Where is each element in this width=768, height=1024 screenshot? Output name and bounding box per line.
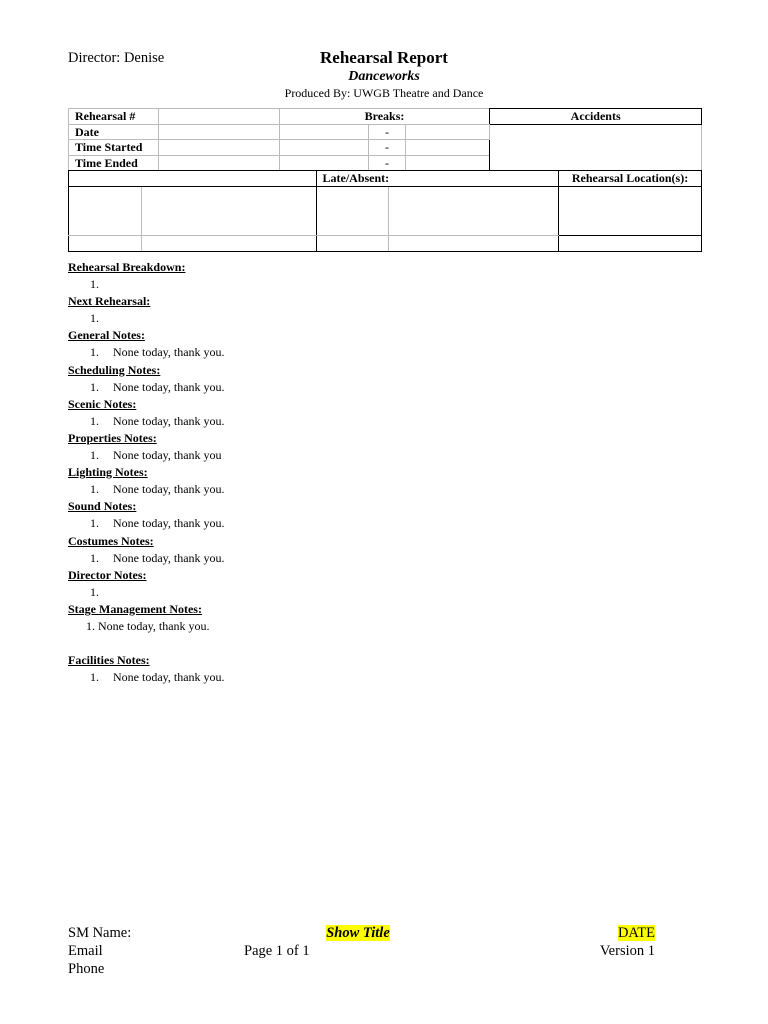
section-heading-costumes-notes: Costumes Notes: — [68, 533, 154, 548]
list-number: 1. — [90, 584, 99, 599]
section-heading-rehearsal-breakdown: Rehearsal Breakdown: — [68, 260, 186, 274]
list-text: None today, thank you. — [113, 550, 225, 565]
list-number: 1. — [90, 550, 99, 565]
attendance-cell[interactable] — [316, 236, 389, 252]
list-text: None today, thank you. — [113, 379, 225, 394]
attendance-cell[interactable] — [69, 187, 142, 236]
list-item — [68, 379, 225, 396]
section-heading-stage-management-notes: Stage Management Notes: — [68, 601, 202, 616]
list-text: None today, thank you — [113, 448, 222, 463]
footer-phone: Phone — [68, 961, 105, 977]
list-item — [68, 344, 225, 361]
section-heading-scheduling-notes: Scheduling Notes: — [68, 362, 161, 377]
break-3-dash: - — [368, 155, 406, 171]
section-heading-facilities-notes: Facilities Notes: — [68, 653, 150, 668]
time-ended-label: Time Ended — [69, 155, 159, 171]
list-text: None today, thank you. — [113, 482, 225, 497]
list-item: 1. None today, thank you. — [86, 618, 210, 633]
list-text: None today, thank you. — [113, 413, 225, 428]
list-number: 1. — [90, 413, 99, 428]
list-number: 1. — [90, 379, 99, 394]
list-number: 1. — [90, 482, 99, 497]
footer-email: Email — [68, 943, 103, 959]
break-2-dash: - — [368, 140, 406, 156]
list-text: None today, thank you. — [113, 516, 225, 531]
break-2-start[interactable] — [279, 140, 368, 156]
attendance-blank-header — [69, 171, 317, 187]
accidents-cell[interactable] — [490, 124, 702, 171]
accidents-header: Accidents — [490, 109, 702, 125]
location-cell[interactable] — [559, 187, 702, 236]
list-item — [68, 413, 225, 430]
breaks-header: Breaks: — [279, 109, 490, 125]
attendance-cell[interactable] — [141, 187, 316, 236]
rehearsal-info-table — [68, 108, 702, 171]
break-1-end[interactable] — [406, 124, 490, 140]
footer-page-number: Page 1 of 1 — [244, 943, 310, 959]
list-item — [68, 276, 225, 293]
list-number: 1. — [90, 670, 99, 685]
date-value[interactable] — [158, 124, 279, 140]
rehearsal-number-value[interactable] — [158, 109, 279, 125]
list-number: 1. — [90, 345, 99, 360]
list-item — [68, 584, 225, 601]
list-item — [68, 310, 225, 327]
footer-date-wrap — [618, 925, 655, 942]
list-item — [68, 669, 225, 686]
break-3-start[interactable] — [279, 155, 368, 171]
attendance-table — [68, 170, 702, 252]
list-number: 1. — [90, 311, 99, 326]
show-name: Danceworks — [348, 69, 420, 84]
attendance-cell[interactable] — [141, 236, 316, 252]
list-number: 1. — [90, 516, 99, 531]
section-heading-general-notes: General Notes: — [68, 328, 145, 343]
break-1-dash: - — [368, 124, 406, 140]
break-2-end[interactable] — [406, 140, 490, 156]
list-text: None today, thank you. — [113, 345, 225, 360]
producer-line: Produced By: UWGB Theatre and Dance — [284, 86, 484, 100]
list-item — [68, 447, 225, 464]
list-number: 1. — [90, 448, 99, 463]
location-header: Rehearsal Location(s): — [559, 171, 702, 187]
time-started-label: Time Started — [69, 140, 159, 156]
section-heading-lighting-notes: Lighting Notes: — [68, 465, 148, 480]
location-cell[interactable] — [559, 236, 702, 252]
attendance-cell[interactable] — [389, 187, 559, 236]
section-heading-sound-notes: Sound Notes: — [68, 499, 137, 514]
director-line: Director: Denise — [68, 50, 165, 66]
footer-sm-name: SM Name: — [68, 925, 132, 941]
time-started-value[interactable] — [158, 140, 279, 156]
list-number: 1. — [90, 277, 99, 292]
time-ended-value[interactable] — [158, 155, 279, 171]
attendance-cell[interactable] — [69, 236, 142, 252]
footer-version: Version 1 — [599, 943, 655, 959]
break-1-start[interactable] — [279, 124, 368, 140]
footer-show-title-wrap — [0, 925, 716, 942]
late-absent-header: Late/Absent: — [316, 171, 559, 187]
notes-sections — [68, 259, 225, 686]
attendance-cell[interactable] — [316, 187, 389, 236]
break-3-end[interactable] — [406, 155, 490, 171]
section-heading-scenic-notes: Scenic Notes: — [68, 396, 137, 411]
list-item — [68, 481, 225, 498]
footer-date: DATE — [617, 925, 655, 941]
list-item — [68, 515, 225, 532]
date-label: Date — [69, 124, 159, 140]
list-text: None today, thank you. — [113, 670, 225, 685]
attendance-cell[interactable] — [389, 236, 559, 252]
report-title: Rehearsal Report — [320, 48, 448, 67]
rehearsal-number-label: Rehearsal # — [69, 109, 159, 125]
footer-show-title: Show Title — [326, 925, 390, 941]
section-heading-director-notes: Director Notes: — [68, 567, 147, 582]
spacer — [68, 635, 225, 652]
list-item — [68, 550, 225, 567]
section-heading-properties-notes: Properties Notes: — [68, 430, 157, 445]
section-heading-next-rehearsal: Next Rehearsal: — [68, 294, 151, 309]
